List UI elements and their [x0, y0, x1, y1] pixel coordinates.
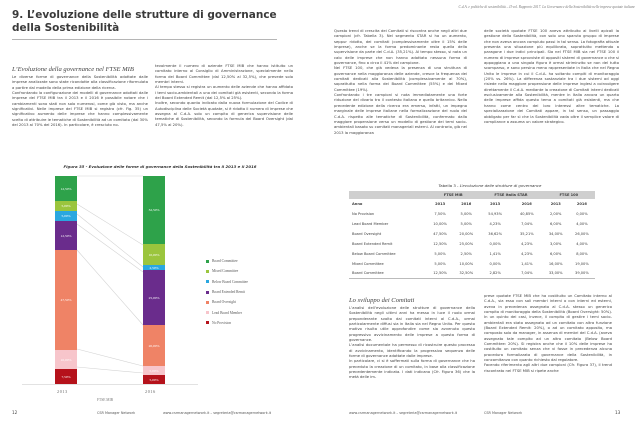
legend-swatch	[206, 291, 209, 294]
segment-board-oversight: 20,00%	[143, 325, 165, 366]
chart-legend	[206, 256, 248, 328]
paragraph: delle società quotate FTSE 100 aveva attribuito ai livelli apicali la gestione della Sostenibilità, con solo uno sparuto gruppo di imprese che non aveva ancora compiuto passi in tal senso. La fotografia attuale presenta una situazione più equilibrata, soprattutto mettendo a paragone i due indici principali. Sia nel FTSE MIB sia nel FTSE 100 il numero di imprese sprovviste di appositi sistemi di governance o che si appoggiano a una singola figura è ormai striminzito se non del tutto scomparso, e sono persino meno rappresentate in Italia che nel Regno Unito le imprese in cui il C.d.A. ha soltanto compiti di monitoraggio (20% vs. 26%). La differenza sostanziale tra i due sistemi ad oggi risiede nella maggiore propensione delle imprese inglesi a coinvolgere direttamente il C.d.A. mediante la creazione di Comitati interni dedicati esclusivamente alla Sostenibilità, mentre in Italia ancora un quarto delle imprese affida questo tema a comitati già esistenti, ma che hanno come centro dei loro interessi altre tematiche. La specializzazione dei Comitati appare, in tal senso, un passaggio obbligato per far sì che la Sostenibilità vada oltre il semplice valore di compliance a assuma un valore strategico.	[484, 29, 619, 124]
section-heading: L’Evoluzione della governance nel FTSE MIB	[12, 66, 134, 73]
paragraph: Facendo riferimento agli altri due campioni (Cfr. Figura 37), il trend riscontrato nel FTSE MIB si ripete anche	[484, 363, 612, 373]
segment-mixed-committee: 5,00%	[55, 201, 77, 211]
x-axis-label: FTSE MIB	[97, 398, 114, 402]
legend-swatch	[206, 311, 209, 314]
footer-publisher: CSR Manager Network	[484, 411, 523, 415]
segment-no-provision: 7,50%	[55, 369, 77, 384]
segment-board-extended-remit: 25,00%	[143, 270, 165, 325]
paragraph: Al tempo stesso si registra un aumento delle aziende che hanno affidato i temi socio-ambientali a uno dei comitati già esistenti, secondo la forma del Board Extended Remit (dal 12,5% al 25%).	[155, 85, 293, 101]
segment-below-board-committee: 2,50%	[143, 265, 165, 270]
col-group-ftse-star: FTSE Italia STAR	[479, 191, 542, 199]
paragraph: prese quotate FTSE MIB che ha costituito un Comitato interno al C.d.A., sia esso con soli membri interni o con interni ed esterni, aveva in precedenza assegnato al C.d.A. stesso un generico compito di monitoraggio della Sostenibilità (Board Oversight: 50%). In un quinto dei casi, invece, il compito di gestire i temi socio-ambientali era stato assegnato ad un comitato con altra funzione (Board Extended Remit: 20%), o ad un comitato apposito, ma composto solo da manager, in assenza di membri del C.d.A. (aveva assegnato tale compito ad un altro comitato (Below Board Committee: 20%). Si registra anche che il 10% delle imprese ha costituito un comitato senza che vi fosse in precedenza alcuna procedura formalizzata di governance della Sostenibilità, in concomitanza con quanto richiesto dal regolatore.	[484, 294, 612, 363]
x-tick-2013: 2013	[57, 389, 68, 394]
footer-website-link[interactable]: www.csrmanagernetwork.it – segreteria@csrmanagernetwork.it	[163, 411, 272, 415]
paragraph: Le diverse forme di governance della Sostenibilità adottate dalle imprese analizzate sono state ricondotte alla classificazione riformulata a partire dal modello della prima edizione della ricerca.	[12, 75, 148, 90]
segment-lead-board-member: 10,00%	[55, 350, 77, 369]
page-number: 13	[615, 410, 621, 415]
chapter-title-line1: 9. L’evoluzione delle strutture di governance	[12, 9, 277, 21]
table-row: Lead Board Member 10,00% 5,00% 4,23% 7,04% 6,00% 4,00%	[352, 221, 588, 226]
paragraph: tevolmente il numero di aziende FTSE MIB che hanno istituito un comitato interno al Consiglio di Amministrazione, specialmente nella forma del Board Committee (dal 12,50% al 32,5%), che prevede solo membri interni.	[155, 64, 293, 85]
table-caption: Tabella 3 - L’evoluzione delle strutture di governance	[438, 183, 542, 188]
right-page	[320, 0, 640, 427]
x-axis-line	[22, 384, 198, 385]
footer-website-link[interactable]: www.csrmanagernetwork.it – segreteria@csrmanagernetwork.it	[349, 411, 458, 415]
paragraph: L’analisi dell’evoluzione delle strutture di governance della Sostenibilità negli ultimi anni ha messo in luce il ruolo ormai preponderante svolto dai comitati interni al C.d.A., ormai particolarmente diffusi sia in Italia sia nel Regno Unito. Per questo motivo risulta utile approfondire come sia avvenuto questo progressivo avvicinamento delle imprese a questa forma di governance.	[349, 306, 475, 343]
legend-swatch	[206, 280, 209, 283]
legend-swatch	[206, 260, 209, 263]
legend-swatch	[206, 270, 209, 273]
legend-item: Lead Board Member	[206, 307, 248, 317]
paragraph: Nel FTSE 100, che già vedeva la presenza di una struttura di governance nella maggioranza delle aziende, cresce la frequenza dei comitati dedicati alla Sostenibilità (complessivamente al 70%), soprattutto nella forma dei Board Committee (55%) e dei Mixed Committee (19%).	[334, 66, 467, 92]
governance-table	[349, 191, 595, 279]
segment-board-oversight: 47,50%	[55, 250, 77, 350]
legend-item: Board Committee	[206, 256, 248, 266]
paragraph: L’analisi documentale ha permesso di ricostruire questo processo di avvicinamento, identificando la progressiva sequenza delle forme di governance adottate dalle imprese.	[349, 343, 475, 359]
paragraph: In particolare, ci si è soffermati sulla forma di governance che ha preceduto la creazione di un comitato, in base alla classificazione precedentemente indicata. I dati indicano (Cfr. Figura 36) che la metà delle im-	[349, 359, 475, 380]
legend-item: No Provision	[206, 318, 248, 328]
segment-mixed-committee: 10,00%	[143, 244, 165, 265]
paragraph: Confrontando la configurazione dei modelli di governance adottati dalle imprese del FTSE MIB tra il 2013 e il 2016 è possibile notare che i cambiamenti sono stati non solo numerosi, come già visto, ma anche significativi. Nelle imprese del FTSE MIB si registra (cfr. Fig. 35) un significativo aumento delle imprese che hanno complessivamente scelto di attribuire le tematiche di Sostenibilità ad un comitato (dal 30% del 2013 al 70% del 2016). In particolare, è cresciuto no-	[12, 91, 148, 128]
segment-no-provision: 5,00%	[143, 375, 165, 385]
chapter-title-line2: della Sostenibilità	[12, 22, 120, 34]
segment-board-committee: 12,50%	[55, 176, 77, 201]
legend-item: Board Oversight	[206, 297, 248, 307]
col-group-ftse-100: FTSE 100	[543, 191, 595, 199]
table-row: Mixed Committee 5,00% 10,00% 0,00% 1,41% 16,00% 19,00%	[352, 261, 589, 266]
col-group-ftse-mib: FTSE MIB	[427, 191, 479, 199]
paragraph: Questo trend di crescita dei Comitati si riscontra anche negli altri due campioni (cfr. Tabella 3). Nel segmento STAR si ha un aumento, seppur ridotto, dei comitati (complessivamente oltre il 15% delle imprese), anche se la forma predominante resta quella della supervisione da parte del C.d.A. (35,21%). Al tempo stesso, si nota un calo delle imprese che non hanno adottato nessuna forma di governance, fino a circa il 41% del campione.	[334, 29, 467, 66]
table-row: Board Oversight 47,50% 20,00% 36,62% 35,21% 34,00% 26,00%	[352, 231, 589, 236]
paragraph: Inoltre, secondo quanto indicato dalla nuova formulazione del Codice di Autodisciplina delle Società quotate, si è ridotto il numero di imprese che assegna al C.d.A. solo un compito di generica supervisione delle tematiche di Sostenibilità, secondo la formula del Board Oversight (dal 47,5% al 20%).	[155, 101, 293, 127]
page-number: 12	[12, 410, 18, 415]
segment-board-committee: 32,50%	[143, 176, 165, 244]
paragraph: Confrontando i tre campioni si nota immediatamente una forte riduzione del divario tra il contesto italiano e quello britannico. Nella precedente edizione della ricerca era emerso, infatti, un impegno marginale delle imprese italiane nella formalizzazione del ruolo del C.d.A. rispetto alle tematiche di Sostenibilità, confermato dalla maggiore propensione verso un modello di gestione dei temi socio-ambientali basato su comitati manageriali esterni. Al contrario, già nel 2013 la maggioranza	[334, 93, 467, 135]
legend-item: Below Board Committee	[206, 277, 248, 287]
table-row: Board Committee 12,50% 32,50% 2,82% 7,04% 33,00% 39,00%	[349, 269, 595, 279]
segment-below-board-committee: 5,00%	[55, 211, 77, 221]
running-head: C.d.A. e politiche di sostenibilità – II vol. Rapporto 2017. La Governance della Sostenibilità nelle imprese quotate italiane	[458, 5, 635, 9]
text-column-1	[334, 29, 467, 136]
segment-lead-board-member: 5,00%	[143, 366, 165, 375]
text-column-2	[484, 29, 619, 125]
text-column-3	[349, 306, 475, 381]
section-heading: Lo sviluppo dei Comitati	[349, 297, 415, 304]
segment-board-extended-remit: 12,50%	[55, 221, 77, 250]
legend-item: Board Extended Remit	[206, 287, 248, 297]
table-row: No Provision 7,50% 5,00% 54,93% 40,85% 2,00% 0,00%	[352, 211, 588, 216]
table-group-header-row	[349, 191, 595, 199]
table-year-row: Anno 2013 2016 2013 2016 2013 2016	[352, 201, 587, 206]
table-row: Below Board Committee 5,00% 2,50% 1,41% 4,23% 6,00% 8,00%	[352, 251, 588, 256]
footer-publisher: CSR Manager Network	[97, 411, 136, 415]
text-column-4	[484, 294, 612, 374]
table-row: Board Extended Remit 12,50% 25,00% 0,00% 4,23% 3,00% 4,00%	[352, 241, 588, 246]
legend-swatch	[206, 301, 209, 304]
figure-caption: Figura 35 - Evoluzione delle forme di governance della Sostenibilità tra il 2013 e il 2016	[63, 164, 257, 169]
x-tick-2016: 2016	[145, 389, 156, 394]
legend-swatch	[206, 321, 209, 324]
legend-item: Mixed Committee	[206, 266, 248, 276]
